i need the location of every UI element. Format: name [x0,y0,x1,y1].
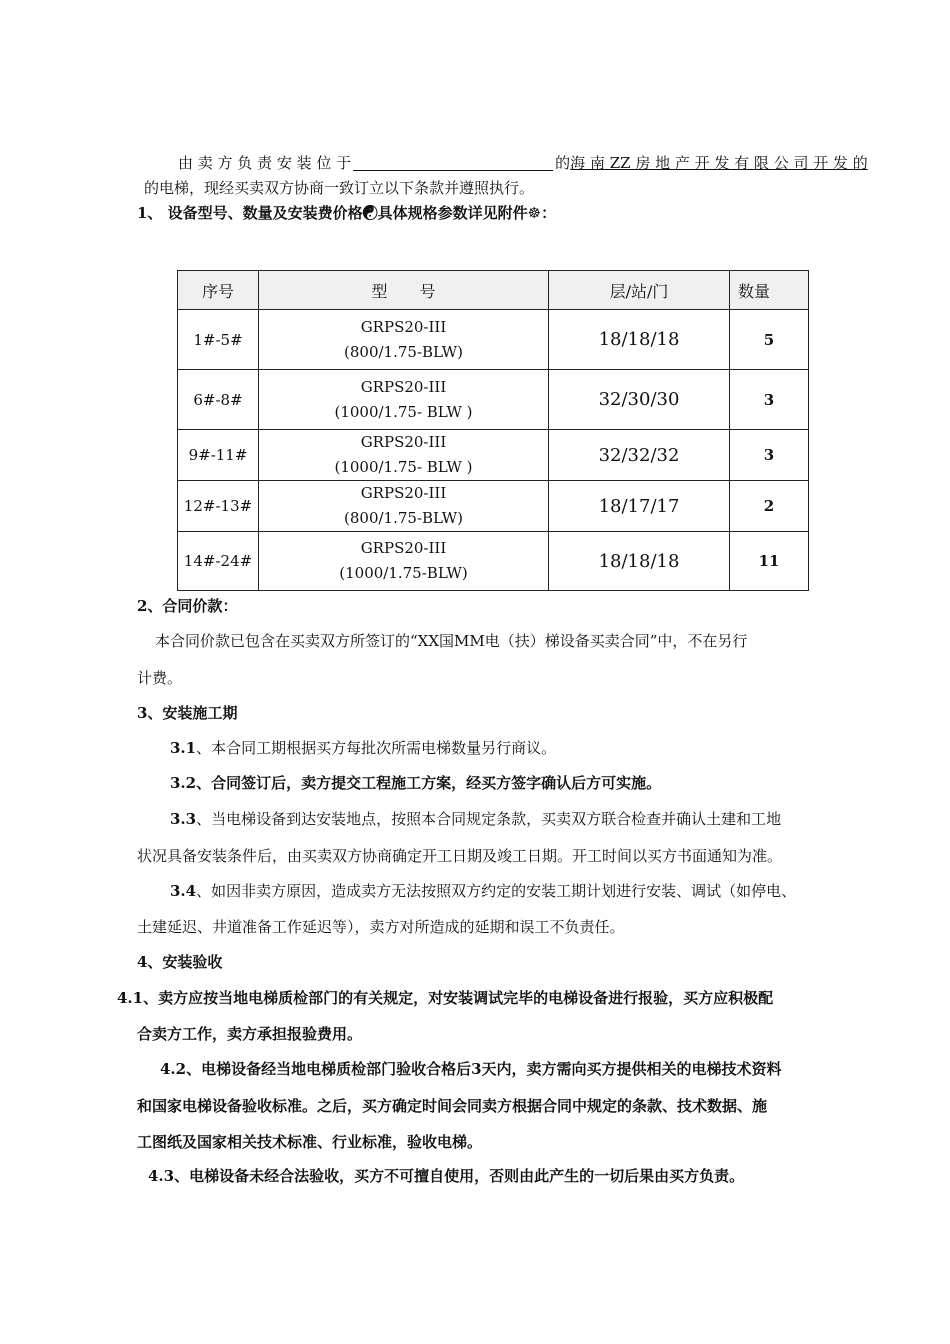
clause-3-1-number: 3.1 [170,739,197,757]
row-no: 6#-8# [178,370,259,430]
clause-3-3-line-1 [170,808,781,830]
clause-3-4-line-1 [170,880,796,902]
clause-3-1-text: 、本合同工期根据买方每批次所需电梯数量另行商议。 [196,739,557,757]
developer-name: 海 南 ZZ 房 地 产 开 发 有 限 公 司 开 发 的 [570,154,868,172]
model-line-2: (800/1.75-BLW) [344,509,463,527]
row-model [259,481,549,532]
row-qty: 3 [730,370,809,430]
model-line-2: (1000/1.75-BLW) [339,564,468,582]
row-model [259,532,549,591]
row-floors: 18/18/18 [549,310,730,370]
section-1-heading: 1、 设备型号、数量及安装费价格☯具体规格参数详见附件☸： [137,204,557,222]
intro-text-mid: 的 [555,154,571,172]
clause-3-2: 3.2、合同签订后，卖方提交工程施工方案，经买方签字确认后方可实施。 [170,774,662,792]
row-model [259,310,549,370]
clause-4-1-line-2: 合卖方工作，卖方承担报验费用。 [137,1025,363,1043]
header-floors: 层/站/门 [549,271,730,310]
model-line-1: GRPS20-III [360,317,447,336]
model-line-1: GRPS20-III [360,377,447,396]
row-model [259,430,549,481]
model-line-1: GRPS20-III [360,539,447,557]
clause-4-2-line-2: 和国家电梯设备验收标准。之后，买方确定时间会同卖方根据合同中规定的条款、技术数据、施 [137,1097,768,1115]
row-floors: 18/17/17 [549,481,730,532]
row-model [259,370,549,430]
section-3-heading: 3、安装施工期 [137,704,238,722]
row-no: 1#-5# [178,310,259,370]
model-line-2: (1000/1.75- BLW ) [334,402,473,421]
row-qty: 5 [730,310,809,370]
table-row [178,481,809,532]
table-row [178,532,809,591]
row-qty: 2 [730,481,809,532]
clause-4-3: 4.3、电梯设备未经合法验收，买方不可擅自使用，否则由此产生的一切后果由买方负责。 [148,1167,745,1185]
section-2-line-2: 计费。 [137,669,183,687]
clause-4-2-line-3: 工图纸及国家相关技术标准、行业标准，验收电梯。 [137,1133,483,1151]
clause-4-2-line-1: 4.2、电梯设备经当地电梯质检部门验收合格后3天内，卖方需向买方提供相关的电梯技术资料 [160,1060,782,1078]
row-no: 9#-11# [178,430,259,481]
row-floors: 32/32/32 [549,430,730,481]
header-qty: 数量 [730,271,809,310]
clause-3-3-number: 3.3 [170,810,197,828]
row-qty: 11 [730,532,809,591]
clause-3-3-text: 、当电梯设备到达安装地点，按照本合同规定条款，买卖双方联合检查并确认土建和工地 [196,810,782,828]
clause-3-1 [170,737,556,759]
header-model: 型 号 [259,271,549,310]
clause-3-3-line-2: 状况具备安装条件后，由买卖双方协商确定开工日期及竣工日期。开工时间以买方书面通知为准。 [137,847,783,865]
row-qty: 3 [730,430,809,481]
table-row [178,370,809,430]
section-2-heading: 2、合同价款： [137,597,238,615]
elevator-spec-table [177,270,809,591]
model-line-2: (1000/1.75- BLW ) [334,458,473,476]
clause-3-4-line-2: 土建延迟、井道准备工作延迟等），卖方对所造成的延期和误工不负责任。 [137,918,625,936]
header-no: 序号 [178,271,259,310]
row-floors: 18/18/18 [549,532,730,591]
model-line-1: GRPS20-III [360,484,447,502]
model-line-2: (800/1.75-BLW) [344,342,463,361]
intro-line-1 [178,152,868,174]
model-line-1: GRPS20-III [360,433,447,451]
section-4-heading: 4、安装验收 [137,953,223,971]
table-row [178,430,809,481]
intro-text-start: 由 卖 方 负 责 安 装 位 于 [178,154,352,172]
location-blank [353,154,553,171]
intro-line-2: 的电梯，现经买卖双方协商一致订立以下条款并遵照执行。 [144,179,535,197]
clause-4-1-line-1: 4.1、卖方应按当地电梯质检部门的有关规定，对安装调试完毕的电梯设备进行报验，买方应积极配 [117,989,774,1007]
row-no: 12#-13# [178,481,259,532]
table-header-row [178,271,809,310]
row-no: 14#-24# [178,532,259,591]
table-row [178,310,809,370]
section-2-line-1: 本合同价款已包含在买卖双方所签订的“XX国MM电（扶）梯设备买卖合同”中，不在另行 [155,632,748,650]
clause-3-4-number: 3.4 [170,882,197,900]
clause-3-4-text: 、如因非卖方原因，造成卖方无法按照双方约定的安装工期计划进行安装、调试（如停电、 [196,882,797,900]
row-floors: 32/30/30 [549,370,730,430]
